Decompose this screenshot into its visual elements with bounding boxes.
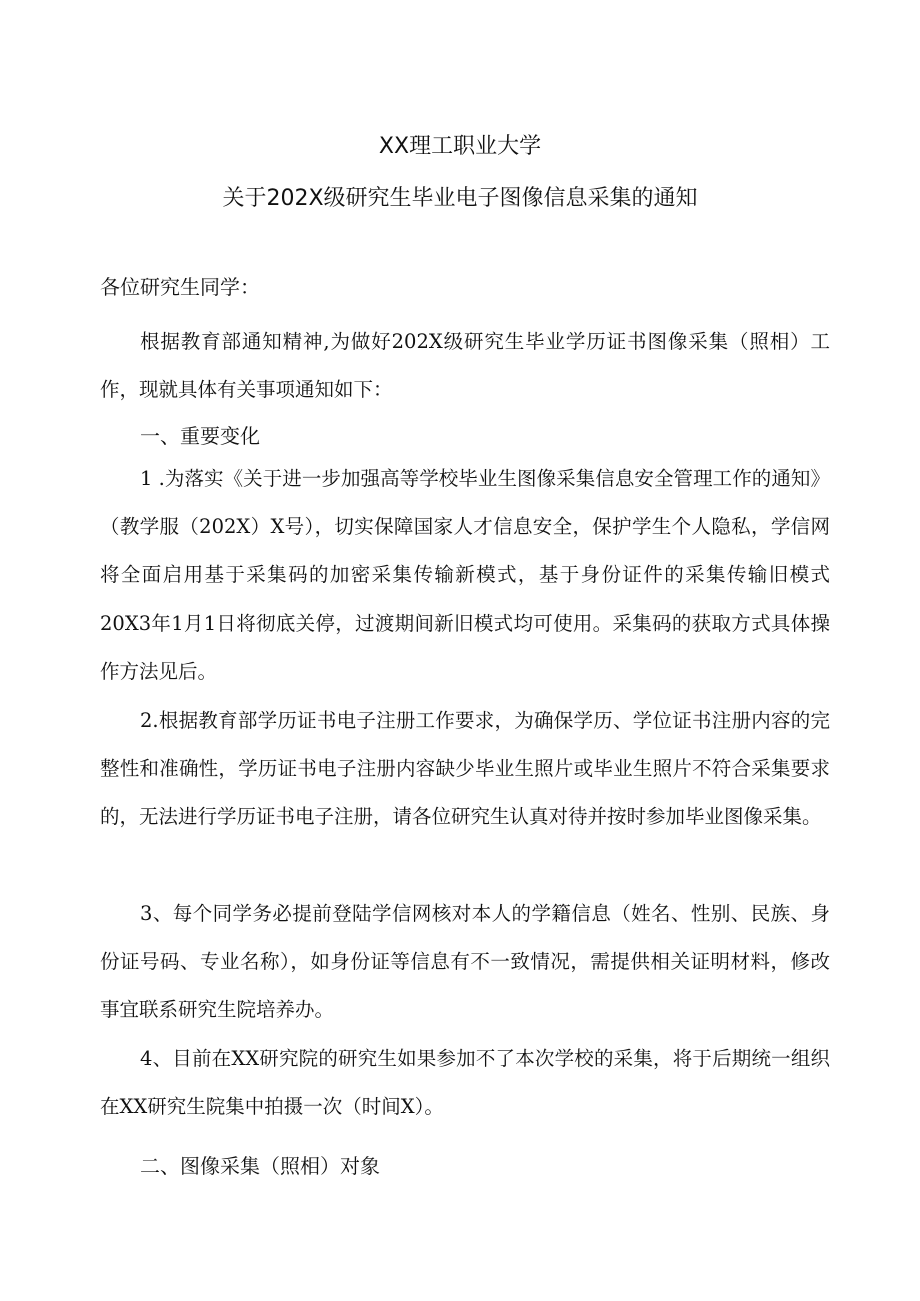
salutation: 各位研究生同学： [100, 275, 260, 299]
list-item-2: 2.根据教育部学历证书电子注册工作要求，为确保学历、学位证书注册内容的完整性和准确性，学历证书电子注册内容缺少毕业生照片或毕业生照片不符合采集要求的，无法进行学历证书电子注册，请各位研究生认真对待并按时参加毕业图像采集。 [100, 709, 830, 829]
section-heading-2: 二、图像采集（照相）对象 [140, 1154, 380, 1178]
list-item-3: 3、每个同学务必提前登陆学信网核对本人的学籍信息（姓名、性别、民族、身份证号码、专业名称），如身份证等信息有不一致情况，需提供相关证明材料，修改事宜联系研究生院培养办。 [100, 902, 830, 1022]
section-heading-1: 一、重要变化 [140, 424, 260, 448]
university-name: XX理工职业大学 [378, 134, 542, 159]
list-item-4: 4、目前在XX研究院的研究生如果参加不了本次学校的采集，将于后期统一组织在XX研究生院集中拍摄一次（时间X）。 [100, 1047, 830, 1119]
list-item-1: 1 .为落实《关于进一步加强高等学校毕业生图像采集信息安全管理工作的通知》（教学服（202X）X号），切实保障国家人才信息安全，保护学生个人隐私，学信网将全面启用基于采集码的加密采集传输新模式，基于身份证件的采集传输旧模式20X3年1月1日将彻底关停，过渡期间新旧模式均可使用。采集码的获取方式具体操作方法见后。 [100, 467, 830, 683]
intro-paragraph: 根据教育部通知精神,为做好202X级研究生毕业学历证书图像采集（照相）工作，现就具体有关事项通知如下： [100, 330, 830, 402]
notice-title: 关于202X级研究生毕业电子图像信息采集的通知 [222, 186, 698, 211]
